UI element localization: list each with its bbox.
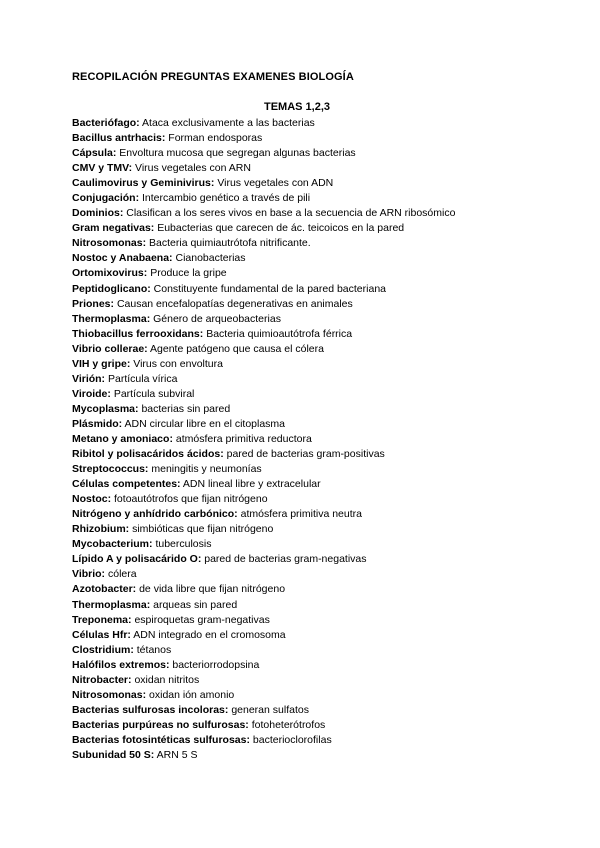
list-item — [72, 146, 592, 161]
list-item — [72, 447, 592, 462]
entry-definition: Ataca exclusivamente a las bacterias — [142, 117, 315, 129]
entry-term: VIH y gripe: — [72, 357, 131, 370]
entry-definition: Género de arqueobacterias — [153, 312, 281, 325]
entry-definition: ARN 5 S — [156, 748, 198, 761]
entry-term: Bacillus antrhacis: — [72, 132, 166, 145]
list-item — [72, 432, 592, 447]
entry-term: Cápsula: — [72, 147, 117, 160]
entry-term: Caulimovirus y Geminivirus: — [72, 177, 215, 190]
list-item — [72, 613, 592, 628]
list-item — [72, 206, 592, 221]
list-item — [72, 552, 592, 567]
entry-definition: arqueas sin pared — [153, 598, 238, 611]
list-item — [72, 537, 592, 552]
entry-definition: tuberculosis — [155, 538, 212, 551]
entry-definition: Causan encefalopatías degenerativas en animales — [116, 297, 353, 310]
entry-term: Priones: — [72, 297, 115, 310]
entry-term: Nitrógeno y anhídrido carbónico: — [72, 508, 238, 521]
entry-definition: pared de bacterias gram-positivas — [226, 448, 385, 461]
entry-definition: atmósfera primitiva neutra — [240, 508, 362, 521]
list-item — [72, 718, 592, 733]
list-item — [72, 191, 592, 206]
entry-term: Thermoplasma: — [72, 312, 151, 325]
entry-definition: Envoltura mucosa que segregan algunas bacterias — [119, 147, 356, 160]
entry-term: Azotobacter: — [72, 583, 137, 596]
entry-term: Treponema: — [72, 613, 132, 626]
entry-term: Mycoplasma: — [72, 402, 139, 415]
entry-term: Bacterias purpúreas no sulfurosas: — [72, 718, 249, 731]
entry-definition: Virus vegetales con ARN — [135, 162, 251, 175]
entry-term: Nostoc: — [72, 493, 112, 506]
entry-definition: Bacteria quimioautótrofa férrica — [206, 327, 353, 340]
entry-definition: Partícula subviral — [113, 387, 195, 400]
list-item — [72, 748, 592, 763]
list-item — [72, 176, 592, 191]
entry-definition: simbióticas que fijan nitrógeno — [132, 523, 274, 536]
entry-definition: de vida libre que fijan nitrógeno — [139, 583, 286, 596]
entry-term: Gram negativas: — [72, 222, 155, 235]
entry-term: Rhizobium: — [72, 523, 130, 536]
list-item — [72, 282, 592, 297]
entry-term: Bacteriófago: — [72, 117, 140, 129]
entry-definition: atmósfera primitiva reductora — [175, 432, 312, 445]
list-item — [72, 372, 592, 387]
entry-definition: ADN lineal libre y extracelular — [182, 478, 321, 491]
entry-term: Bacterias sulfurosas incoloras: — [72, 703, 229, 716]
entry-term: Nostoc y Anabaena: — [72, 252, 173, 265]
entry-definition: Virus con envoltura — [133, 357, 223, 370]
entry-term: Virión: — [72, 372, 106, 385]
list-item — [72, 131, 592, 146]
list-item — [72, 327, 592, 342]
document-subtitle: TEMAS 1,2,3 — [264, 101, 331, 113]
entry-term: Thiobacillus ferrooxidans: — [72, 327, 204, 340]
document-title: RECOPILACIÓN PREGUNTAS EXAMENES BIOLOGÍA — [72, 71, 354, 83]
entry-definition: fotoautótrofos que fijan nitrógeno — [114, 493, 268, 506]
entry-term: Halófilos extremos: — [72, 658, 170, 671]
entry-term: Ribitol y polisacáridos ácidos: — [72, 448, 224, 461]
entry-definition: Cianobacterias — [175, 252, 246, 265]
entry-term: Células Hfr: — [72, 628, 131, 641]
entry-definition: oxidan ión amonio — [149, 688, 235, 701]
entry-definition: Forman endosporas — [168, 132, 263, 145]
entry-definition: Virus vegetales con ADN — [217, 177, 334, 190]
entry-term: Viroide: — [72, 387, 111, 400]
entry-definition: Clasifican a los seres vivos en base a la secuencia de ARN ribosómico — [126, 207, 456, 220]
entry-definition: fotoheterótrofos — [251, 718, 326, 731]
entry-term: Streptococcus: — [72, 463, 149, 476]
entry-definition: Agente patógeno que causa el cólera — [150, 342, 324, 355]
entry-term: CMV y TMV: — [72, 162, 133, 175]
list-item — [72, 417, 592, 432]
entry-definition: bacterioclorofilas — [252, 733, 332, 746]
entry-definition: ADN circular libre en el citoplasma — [124, 417, 286, 430]
entry-definition: ADN integrado en el cromosoma — [133, 628, 286, 641]
entry-definition: generan sulfatos — [231, 703, 309, 716]
list-item — [72, 462, 592, 477]
entry-definition: cólera — [107, 568, 137, 581]
entry-term: Plásmido: — [72, 417, 123, 430]
list-item — [72, 673, 592, 688]
list-item — [72, 236, 592, 251]
entry-definition: Eubacterias que carecen de ác. teicoicos en la pared — [157, 222, 405, 235]
entry-term: Dominios: — [72, 207, 124, 220]
list-item — [72, 492, 592, 507]
list-item — [72, 522, 592, 537]
entry-term: Nitrobacter: — [72, 673, 132, 686]
entry-term: Nitrosomonas: — [72, 688, 147, 701]
list-item — [72, 507, 592, 522]
entry-definition: Constituyente fundamental de la pared bacteriana — [153, 282, 386, 295]
entry-term: Vibrio collerae: — [72, 342, 148, 355]
entry-term: Subunidad 50 S: — [72, 748, 155, 761]
entry-definition: bacterias sin pared — [141, 402, 231, 415]
list-item — [72, 387, 592, 402]
entry-definition: oxidan nitritos — [134, 673, 200, 686]
list-item — [72, 703, 592, 718]
entry-definition: bacteriorrodopsina — [172, 658, 260, 671]
entry-term: Nitrosomonas: — [72, 237, 147, 250]
entry-term: Células competentes: — [72, 478, 181, 491]
list-item — [72, 688, 592, 703]
entry-definition: tétanos — [136, 643, 172, 656]
list-item — [72, 297, 592, 312]
list-item — [72, 116, 592, 131]
entry-definition: meningitis y neumonías — [151, 463, 262, 476]
list-item — [72, 402, 592, 417]
entry-definition: pared de bacterias gram-negativas — [204, 553, 367, 566]
list-item — [72, 357, 592, 372]
entry-term: Vibrio: — [72, 568, 106, 581]
entry-definition: Partícula vírica — [107, 372, 178, 385]
entry-list — [72, 116, 592, 763]
entry-term: Bacterias fotosintéticas sulfurosas: — [72, 733, 250, 746]
list-item — [72, 628, 592, 643]
list-item — [72, 312, 592, 327]
entry-term: Mycobacterium: — [72, 538, 153, 551]
list-item — [72, 658, 592, 673]
entry-definition: Intercambio genético a través de pili — [142, 192, 311, 205]
entry-term: Lípido A y polisacárido O: — [72, 553, 202, 566]
entry-term: Metano y amoniaco: — [72, 432, 173, 445]
list-item — [72, 733, 592, 748]
list-item — [72, 266, 592, 281]
list-item — [72, 221, 592, 236]
entry-term: Conjugación: — [72, 192, 140, 205]
list-item — [72, 161, 592, 176]
list-item — [72, 582, 592, 597]
list-item — [72, 342, 592, 357]
entry-definition: Bacteria quimiautrótofa nitrificante. — [149, 237, 311, 250]
list-item — [72, 251, 592, 266]
entry-definition: Produce la gripe — [150, 267, 227, 280]
list-item — [72, 643, 592, 658]
entry-term: Clostridium: — [72, 643, 134, 656]
entry-term: Thermoplasma: — [72, 598, 151, 611]
list-item — [72, 477, 592, 492]
entry-term: Ortomixovirus: — [72, 267, 148, 280]
entry-definition: espiroquetas gram-negativas — [134, 613, 270, 626]
entry-term: Peptidoglicano: — [72, 282, 151, 295]
list-item — [72, 598, 592, 613]
list-item — [72, 567, 592, 582]
